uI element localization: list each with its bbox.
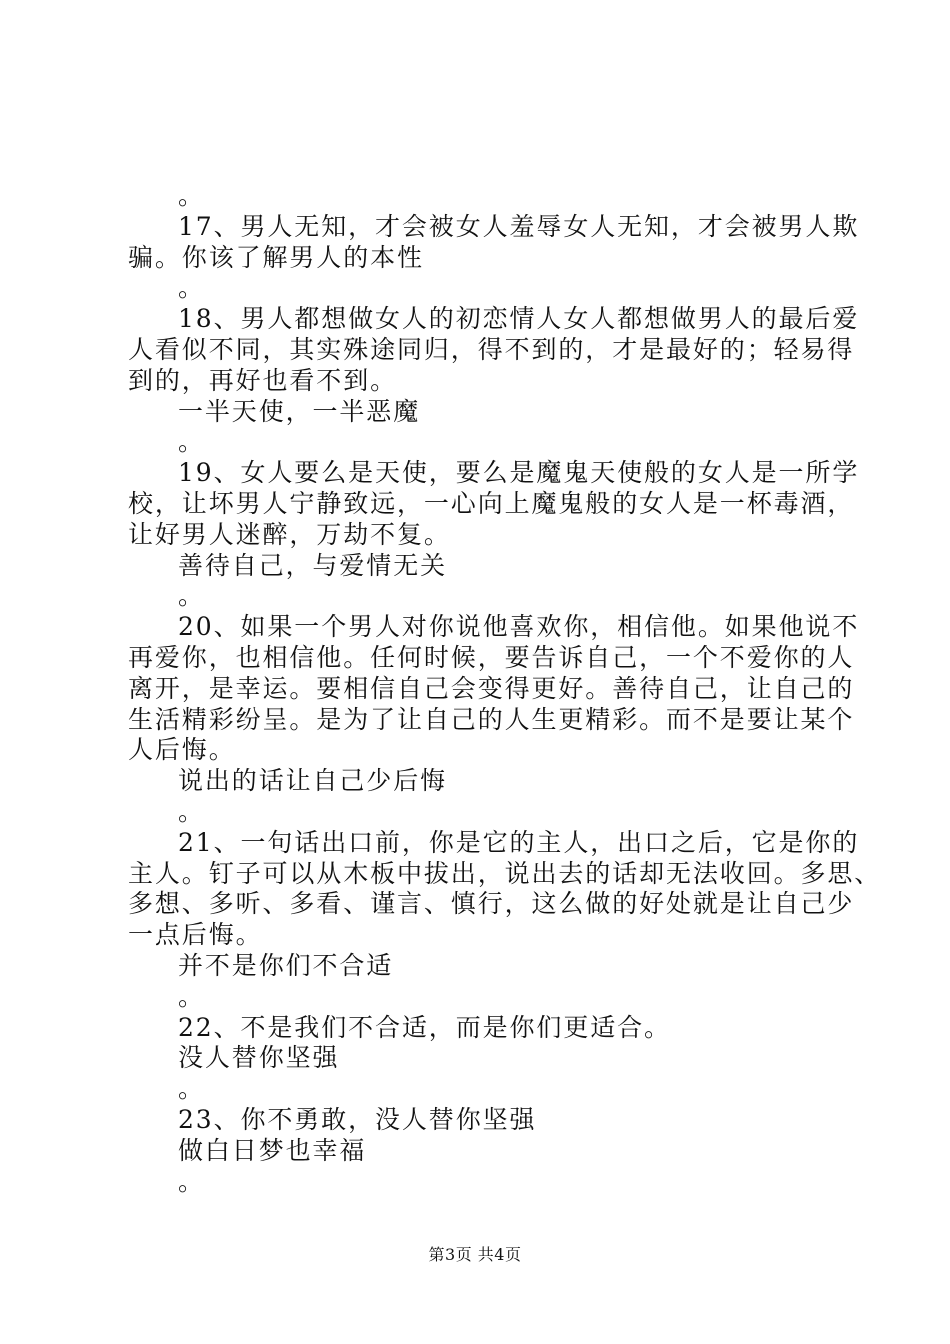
text-line: 人看似不同，其实殊途同归，得不到的，才是最好的；轻易得 bbox=[128, 334, 855, 364]
text-line: 一半天使，一半恶魔 bbox=[178, 396, 421, 426]
text-line: 善待自己，与爱情无关 bbox=[178, 550, 448, 580]
text-line: 主人。钉子可以从木板中拔出，说出去的话却无法收回。多思、 bbox=[128, 858, 882, 888]
text-line: 22、不是我们不合适，而是你们更适合。 bbox=[178, 1012, 671, 1042]
text-line: 离开，是幸运。要相信自己会变得更好。善待自己，让自己的 bbox=[128, 673, 855, 703]
text-line: 让好男人迷醉，万劫不复。 bbox=[128, 519, 451, 549]
text-line: 。 bbox=[178, 1166, 205, 1196]
text-line: 做白日梦也幸福 bbox=[178, 1135, 367, 1165]
text-line: 并不是你们不合适 bbox=[178, 950, 394, 980]
text-line: 23、你不勇敢，没人替你坚强 bbox=[178, 1104, 537, 1134]
page-footer: 第3页 共4页 bbox=[428, 1245, 522, 1264]
text-line: 。 bbox=[178, 796, 205, 826]
text-line: 再爱你，也相信他。任何时候，要告诉自己，一个不爱你的人 bbox=[128, 642, 855, 672]
text-line: 。 bbox=[178, 1074, 205, 1104]
text-line: 20、如果一个男人对你说他喜欢你，相信他。如果他说不 bbox=[178, 612, 860, 642]
text-line: 17、男人无知，才会被女人羞辱女人无知，才会被男人欺 bbox=[178, 211, 860, 241]
text-line: 21、一句话出口前，你是它的主人，出口之后，它是你的 bbox=[178, 827, 860, 857]
text-line: 。 bbox=[178, 981, 205, 1011]
text-line: 。 bbox=[178, 273, 205, 303]
text-line: 。 bbox=[178, 581, 205, 611]
text-line: 人后悔。 bbox=[128, 735, 236, 765]
text-line: 。 bbox=[178, 181, 205, 210]
text-line: 骗。你该了解男人的本性 bbox=[128, 242, 424, 272]
text-line: 没人替你坚强 bbox=[178, 1043, 340, 1073]
text-line: 生活精彩纷呈。是为了让自己的人生更精彩。而不是要让某个 bbox=[128, 704, 855, 734]
text-line: 。 bbox=[178, 427, 205, 457]
text-line: 校，让坏男人宁静致远，一心向上魔鬼般的女人是一杯毒酒， bbox=[128, 488, 855, 518]
text-line: 18、男人都想做女人的初恋情人女人都想做男人的最后爱 bbox=[178, 304, 860, 334]
document-body bbox=[128, 181, 882, 1197]
text-line: 一点后悔。 bbox=[128, 920, 263, 950]
text-line: 19、女人要么是天使，要么是魔鬼天使般的女人是一所学 bbox=[178, 458, 860, 488]
text-line: 到的，再好也看不到。 bbox=[128, 365, 398, 395]
text-line: 说出的话让自己少后悔 bbox=[178, 766, 448, 796]
text-line: 多想、多听、多看、谨言、慎行，这么做的好处就是让自己少 bbox=[128, 889, 855, 919]
